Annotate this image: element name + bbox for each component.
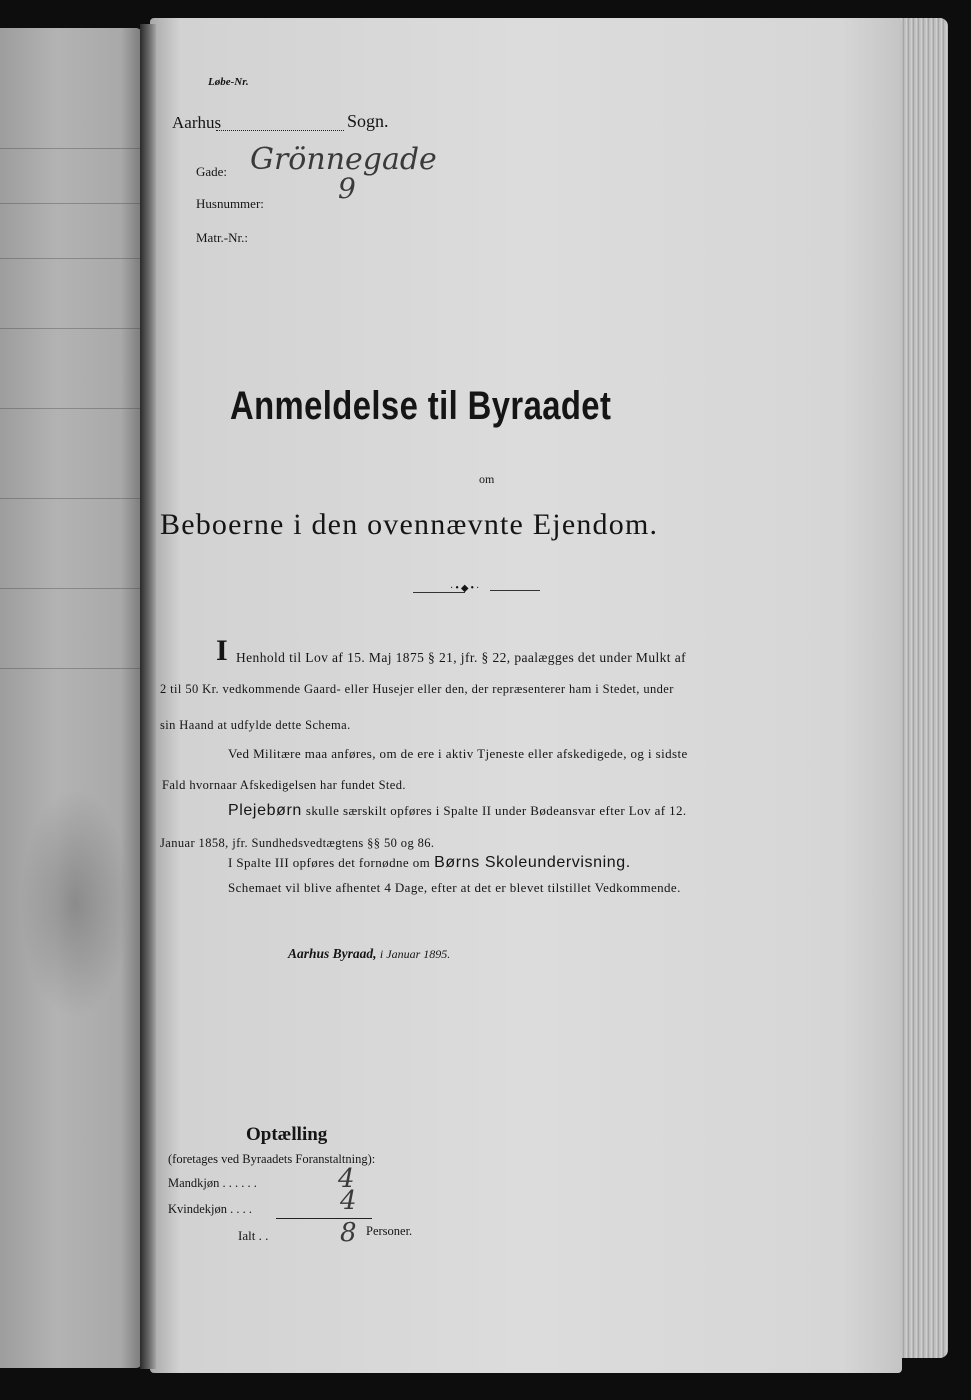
signature-date: i Januar 1895.: [379, 947, 451, 961]
husnummer-label: Husnummer:: [196, 196, 264, 211]
paragraph-1-line-3: sin Haand at udfylde dette Schema.: [160, 718, 351, 732]
paragraph-3-line-1: [228, 802, 687, 820]
tally-note: (foretages ved Byraadets Foranstaltning):: [168, 1152, 376, 1166]
signature-org: Aarhus Byraad,: [288, 946, 377, 961]
ornament-center: ·•◆•·: [450, 583, 482, 594]
paragraph-5: Schemaet vil blive afhentet 4 Dage, efter at det er blevet tilstillet Vedkommende.: [228, 880, 681, 895]
sum-line: [276, 1218, 372, 1219]
sogn-label: Sogn.: [347, 111, 389, 131]
sogn-field-line: [216, 130, 344, 131]
husnummer-value: 9: [338, 172, 356, 205]
lobe-nr-label: Løbe-Nr.: [208, 76, 249, 88]
paragraph-3-line-2: Januar 1858, jfr. Sundhedsvedtægtens §§ 50 og 86.: [160, 836, 435, 850]
paragraph-3-text: skulle særskilt opføres i Spalte II under Bødeansvar efter Lov af 12.: [305, 803, 687, 818]
tally-title: Optælling: [246, 1124, 328, 1145]
paragraph-4-text: I Spalte III opføres det fornødne om: [228, 855, 431, 870]
kvindekjon-label-text: Kvindekjøn: [168, 1202, 228, 1216]
city-label: Aarhus: [172, 113, 222, 132]
paragraph-2-line-2: Fald hvornaar Afskedigelsen har fundet Sted.: [162, 778, 406, 792]
document-subtitle: Beboerne i den ovennævnte Ejendom.: [160, 508, 659, 541]
paragraph-2-line-1: Ved Militære maa anføres, om de ere i aktiv Tjeneste eller afskedigede, og i sidste: [228, 746, 688, 761]
connector-text: om: [479, 472, 495, 486]
gade-label: Gade:: [196, 164, 228, 179]
paragraph-4: [228, 854, 631, 872]
mandkjon-value: 4: [338, 1164, 355, 1194]
ornament-line-right: [490, 590, 540, 591]
book-gutter: [140, 24, 156, 1369]
document-page: [150, 18, 902, 1373]
mandkjon-label-text: Mandkjøn: [168, 1176, 220, 1190]
skoleundervisning-emphasis: Børns Skoleundervisning.: [434, 854, 631, 871]
plejeborn-emphasis: Plejebørn: [228, 802, 302, 819]
ialt-value: 8: [340, 1218, 357, 1248]
matr-nr-label: Matr.-Nr.:: [196, 230, 248, 245]
signature: [288, 946, 450, 962]
kvindekjon-label: Kvindekjøn . . . .: [168, 1202, 253, 1216]
ialt-label: Ialt . .: [238, 1228, 269, 1243]
paragraph-1-line-2: 2 til 50 Kr. vedkommende Gaard- eller Husejer eller den, der repræsenterer ham i Stedet, under: [160, 682, 674, 696]
document-title: Anmeldelse til Byraadet: [230, 384, 612, 428]
ialt-label-text: Ialt: [238, 1228, 256, 1243]
paragraph-1-line-1: Henhold til Lov af 15. Maj 1875 § 21, jfr. § 22, paalægges det under Mulkt af: [236, 650, 686, 665]
gade-value: Grönnegade: [250, 142, 437, 177]
dropcap: I: [216, 634, 228, 667]
facing-page: [0, 28, 142, 1368]
personer-label: Personer.: [366, 1224, 413, 1238]
kvindekjon-value: 4: [340, 1186, 357, 1216]
mandkjon-label: Mandkjøn . . . . . .: [168, 1176, 257, 1190]
